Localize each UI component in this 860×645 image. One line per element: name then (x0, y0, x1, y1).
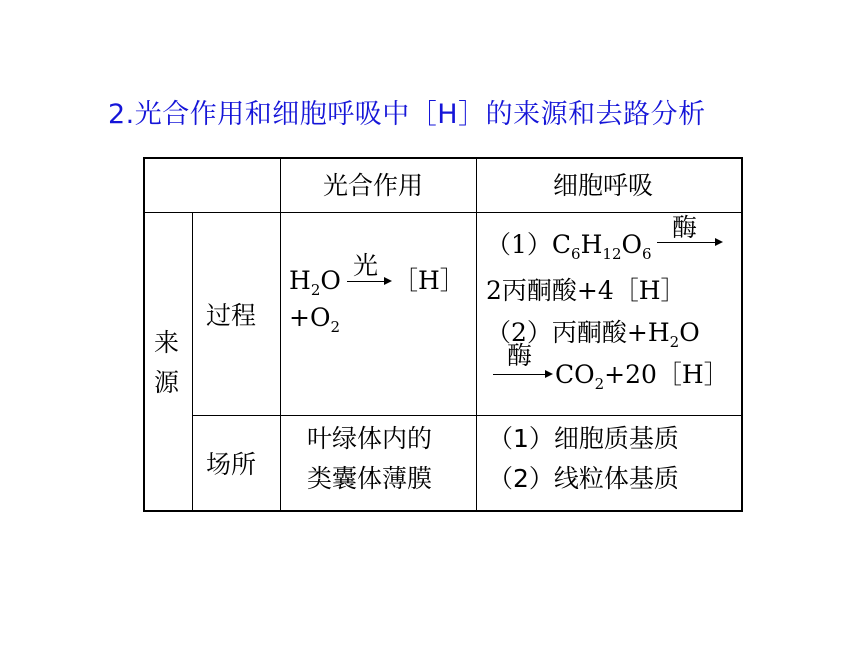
resp-line2: 2丙酮酸+4［H］ (486, 276, 686, 305)
photo-catalyst-light: 光 (353, 251, 379, 280)
row-divider (192, 415, 743, 416)
resp-line4: $CO_2+20[H]$ (555, 360, 729, 393)
photo-oxygen: $+O_2$ (289, 303, 340, 336)
photo-location-line1: 叶绿体内的 (307, 424, 433, 453)
resp-location-line2: （2）线粒体基质 (488, 464, 679, 493)
table-border-top (143, 157, 743, 159)
resp-arrow-1 (657, 242, 721, 243)
header-divider (143, 212, 743, 213)
photo-product: ［H］ (393, 266, 465, 295)
column-divider (476, 157, 477, 512)
header-respiration: 细胞呼吸 (553, 171, 654, 200)
row-label-process: 过程 (206, 301, 257, 330)
page-title: 2.光合作用和细胞呼吸中［H］的来源和去路分析 (108, 99, 706, 130)
resp-location-line1: （1）细胞质基质 (488, 424, 679, 453)
resp-line1: $(1)C_6H_{12}O_6$ (486, 230, 652, 263)
photo-arrow (347, 281, 390, 282)
row-group-label-char2: 源 (154, 368, 180, 397)
row-group-label-char1: 来 (154, 328, 180, 357)
group-divider (192, 212, 193, 512)
header-photosynthesis: 光合作用 (323, 171, 424, 200)
resp-arrow-2 (493, 374, 551, 375)
resp-enzyme-2: 酶 (507, 341, 533, 370)
row-label-location: 场所 (206, 450, 257, 479)
table-border-right (741, 157, 743, 512)
table-border-left (143, 157, 145, 512)
table-border-bottom (143, 510, 743, 512)
label-divider (280, 157, 281, 512)
photo-reactant: $H_2O$ (289, 266, 341, 299)
resp-enzyme-1: 酶 (672, 213, 698, 242)
photo-location-line2: 类囊体薄膜 (307, 464, 433, 493)
resp-line3: （2）丙酮酸$+H_2O$ (486, 318, 700, 351)
